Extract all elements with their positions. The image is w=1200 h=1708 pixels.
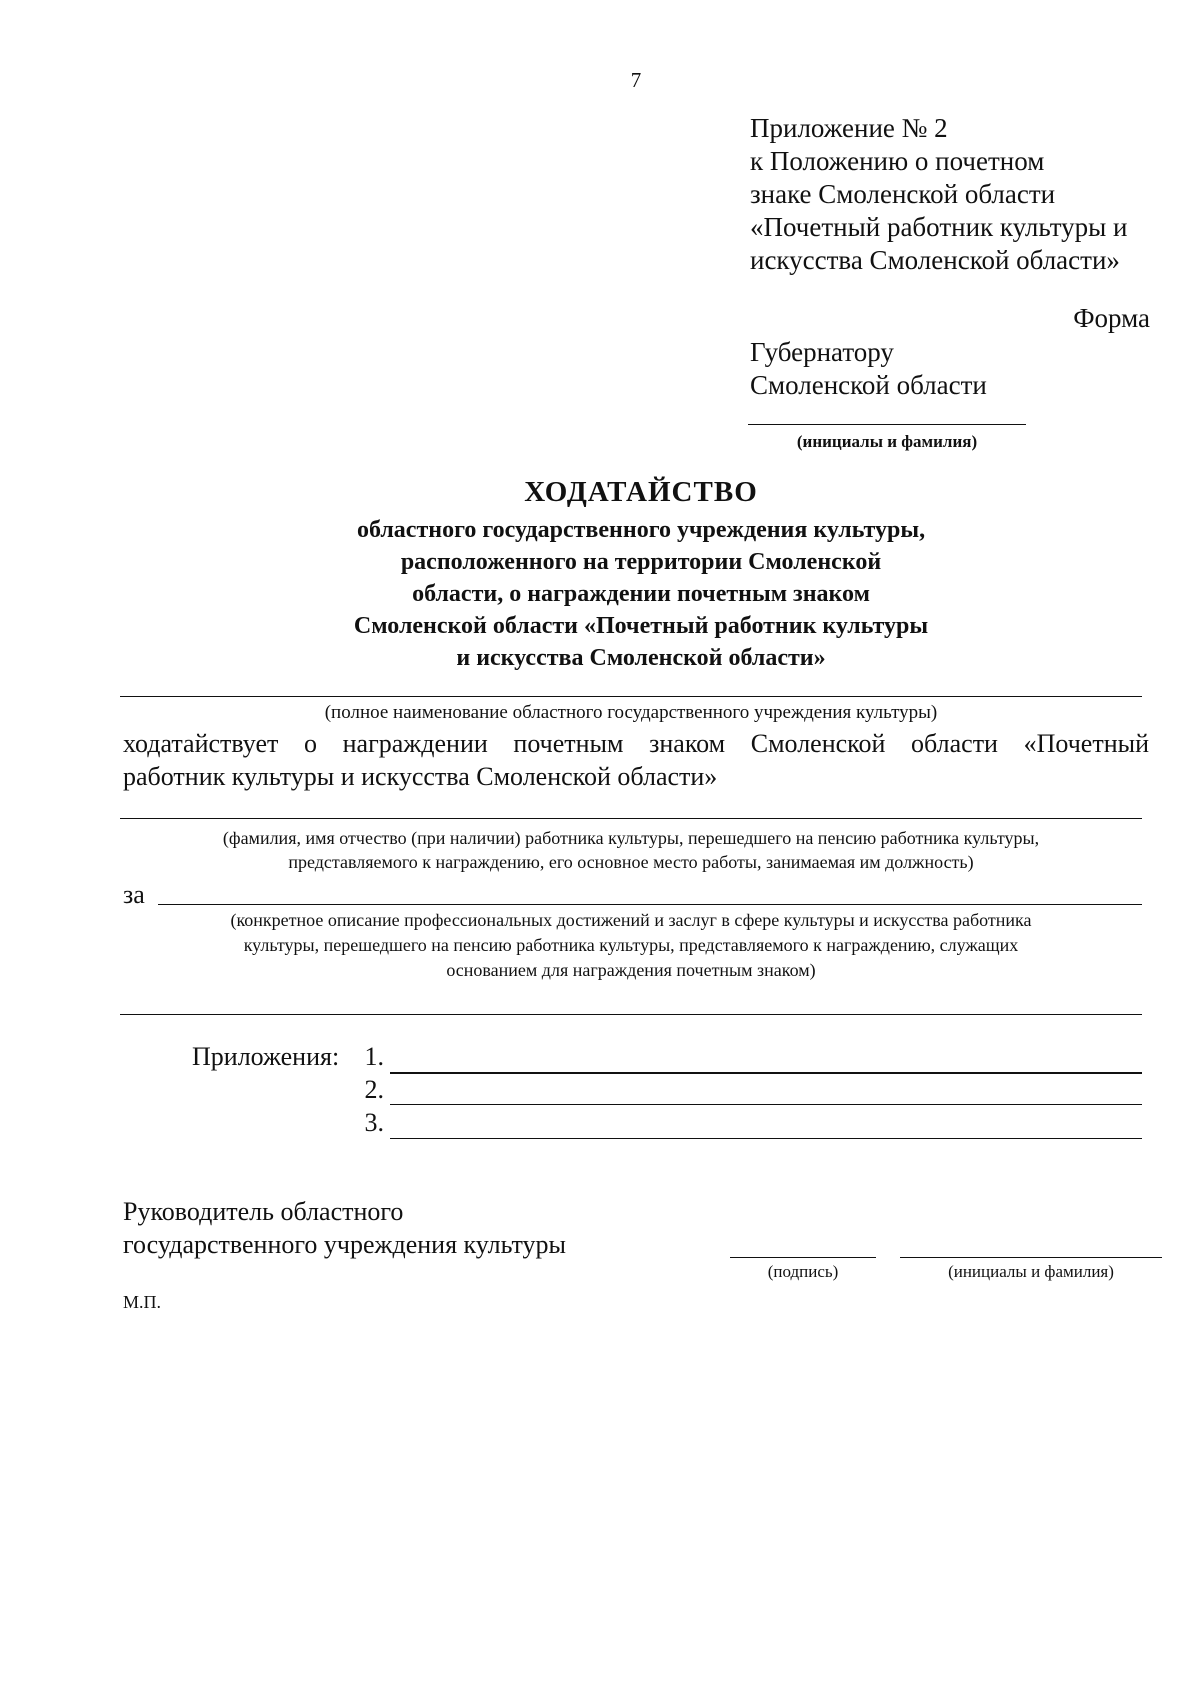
merits-caption-line: культуры, перешедшего на пенсию работника культуры, представляемого к награждению, служащих bbox=[243, 935, 1019, 955]
appendix-line: «Почетный работник культуры и bbox=[750, 212, 1128, 242]
petition-text-line: работник культуры и искусства Смоленской области» bbox=[123, 762, 718, 791]
merits-line[interactable] bbox=[158, 904, 1142, 905]
addressee-name-line[interactable] bbox=[748, 424, 1026, 425]
merits-continuation-line[interactable] bbox=[120, 1014, 1142, 1015]
attachment-line[interactable] bbox=[390, 1104, 1142, 1105]
attachment-number: 3. bbox=[364, 1108, 384, 1137]
title-line: Смоленской области «Почетный работник культуры bbox=[353, 613, 929, 639]
appendix-line: Приложение № 2 bbox=[750, 113, 948, 143]
signatory-line: государственного учреждения культуры bbox=[123, 1230, 566, 1259]
addressee-line: Смоленской области bbox=[750, 370, 987, 400]
addressee bbox=[750, 336, 987, 402]
for-label: за bbox=[123, 880, 145, 909]
addressee-line: Губернатору bbox=[750, 337, 894, 367]
appendix-line: к Положению о почетном bbox=[750, 146, 1045, 176]
title-line: расположенного на территории Смоленской bbox=[400, 549, 882, 575]
signature-line[interactable] bbox=[730, 1257, 876, 1258]
appendix-line: искусства Смоленской области» bbox=[750, 245, 1120, 275]
attachment-line[interactable] bbox=[390, 1138, 1142, 1139]
petition-text-line: ходатайствует о награждении почетным знаком Смоленской области «Почетный bbox=[123, 729, 1149, 758]
merits-caption-line: основанием для награждения почетным знаком) bbox=[446, 960, 816, 980]
person-caption-line: представляемого к награждению, его основное место работы, занимаемая им должность) bbox=[288, 852, 974, 872]
merits-caption-line: (конкретное описание профессиональных достижений и заслуг в сфере культуры и искусства работника bbox=[230, 910, 1032, 930]
attachments-label: Приложения: bbox=[192, 1042, 340, 1071]
title-block bbox=[120, 472, 1162, 674]
signatory-line: Руководитель областного bbox=[123, 1197, 404, 1226]
person-name-line[interactable] bbox=[120, 818, 1142, 819]
attachment-number: 1. bbox=[364, 1042, 384, 1071]
title-line: области, о награждении почетным знаком bbox=[412, 581, 870, 607]
signatory-name-caption: (инициалы и фамилия) bbox=[948, 1262, 1114, 1281]
document-title: ХОДАТАЙСТВО bbox=[524, 476, 758, 508]
page-number: 7 bbox=[630, 68, 642, 92]
form-label: Форма bbox=[1073, 303, 1150, 333]
signature-caption: (подпись) bbox=[767, 1262, 839, 1281]
institution-caption: (полное наименование областного государственного учреждения культуры) bbox=[324, 702, 938, 723]
addressee-caption: (инициалы и фамилия) bbox=[796, 432, 978, 451]
person-caption-line: (фамилия, имя отчество (при наличии) работника культуры, перешедшего на пенсию работника культуры, bbox=[222, 828, 1040, 848]
appendix-header bbox=[750, 112, 1127, 277]
signatory-name-line[interactable] bbox=[900, 1257, 1162, 1258]
institution-name-line[interactable] bbox=[120, 696, 1142, 697]
title-line: областного государственного учреждения культуры, bbox=[356, 517, 926, 543]
title-line: и искусства Смоленской области» bbox=[456, 645, 826, 671]
attachment-line[interactable] bbox=[390, 1072, 1142, 1074]
appendix-line: знаке Смоленской области bbox=[750, 179, 1056, 209]
stamp-label: М.П. bbox=[123, 1292, 162, 1312]
attachment-number: 2. bbox=[364, 1075, 384, 1104]
